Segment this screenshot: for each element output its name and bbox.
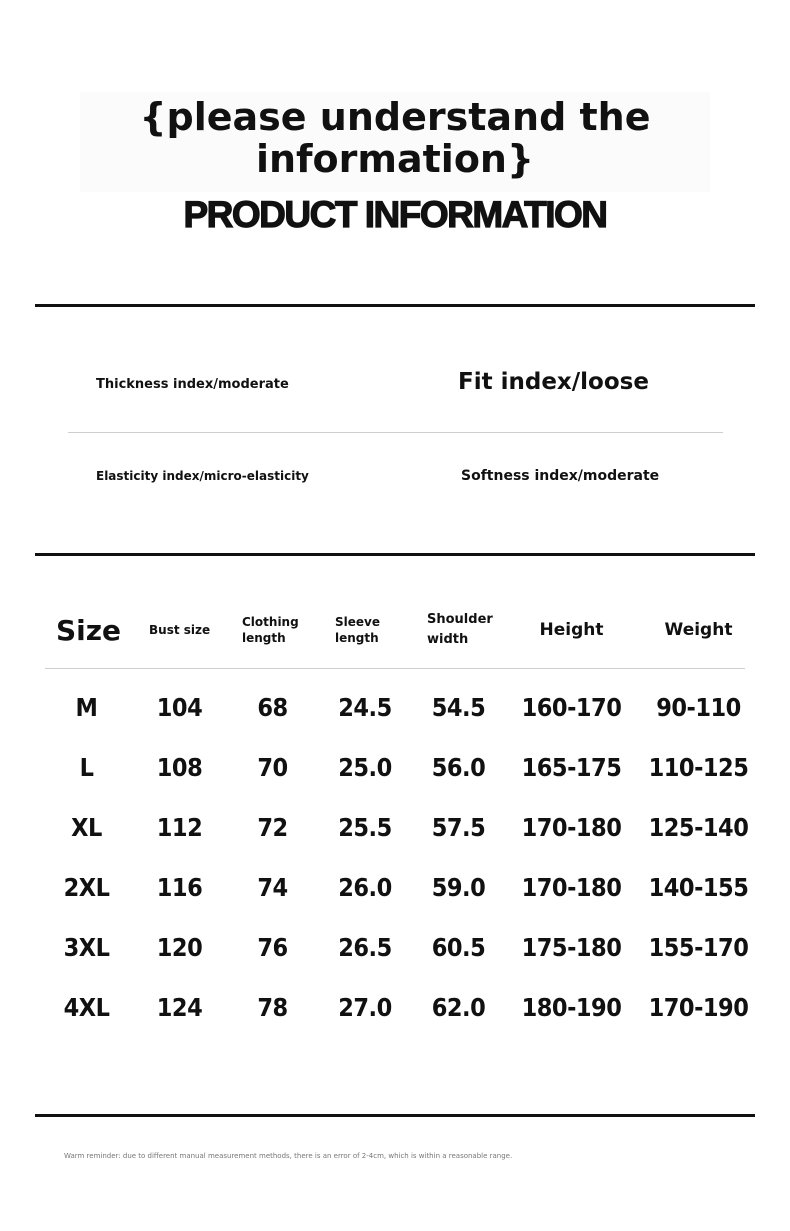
cell-height: 175-180 (521, 932, 622, 962)
cell-weight: 140-155 (648, 872, 749, 902)
cell-shoulder-width: 57.5 (431, 812, 486, 842)
divider-middle (35, 553, 755, 556)
header-weight: Weight (664, 620, 733, 640)
subtitle-line-1: {please understand the (139, 95, 651, 139)
table-row (40, 677, 760, 737)
attr-softness: Softness index/moderate (461, 468, 660, 484)
cell-clothing-length: 78 (257, 992, 288, 1022)
cell-clothing-length: 68 (257, 692, 288, 722)
divider-bottom (35, 1114, 755, 1117)
cell-sleeve-length: 26.0 (338, 872, 392, 902)
cell-bust: 108 (156, 752, 203, 782)
cell-sleeve-length: 25.5 (338, 812, 392, 842)
cell-shoulder-width: 59.0 (431, 872, 486, 902)
cell-height: 165-175 (521, 752, 622, 782)
cell-size: 2XL (63, 872, 110, 902)
cell-shoulder-width: 62.0 (431, 992, 486, 1022)
cell-shoulder-width: 56.0 (431, 752, 486, 782)
cell-height: 160-170 (521, 692, 622, 722)
page-title: PRODUCT INFORMATION (183, 194, 607, 235)
cell-bust: 116 (156, 872, 203, 902)
header-clothing-length (226, 600, 319, 660)
header-bust: Bust size (149, 623, 211, 637)
cell-clothing-length: 72 (257, 812, 288, 842)
header-clothing-line-2: length (242, 631, 286, 645)
cell-bust: 120 (156, 932, 203, 962)
table-row (40, 857, 760, 917)
cell-bust: 112 (156, 812, 203, 842)
divider-top (35, 304, 755, 307)
cell-bust: 124 (156, 992, 203, 1022)
cell-sleeve-length: 27.0 (338, 992, 392, 1022)
table-row (40, 737, 760, 797)
header-sleeve-line-1: Sleeve (335, 615, 380, 629)
cell-weight: 110-125 (648, 752, 749, 782)
cell-size: M (75, 692, 98, 722)
cell-sleeve-length: 24.5 (338, 692, 392, 722)
cell-size: 4XL (63, 992, 110, 1022)
size-table-header (40, 600, 760, 660)
header-sleeve-line-2: length (335, 631, 379, 645)
header-clothing-line-1: Clothing (242, 615, 299, 629)
attr-fit: Fit index/loose (458, 369, 649, 395)
header-sleeve-length (319, 600, 411, 660)
cell-sleeve-length: 26.5 (338, 932, 392, 962)
cell-shoulder-width: 54.5 (431, 692, 486, 722)
header-size: Size (56, 613, 122, 647)
cell-clothing-length: 74 (257, 872, 288, 902)
size-table (40, 600, 760, 1037)
measurement-note: Warm reminder: due to different manual measurement methods, there is an error of 2-4cm, which is within a reasonable range. (64, 1152, 513, 1160)
cell-shoulder-width: 60.5 (431, 932, 486, 962)
divider-attributes (68, 432, 723, 433)
cell-size: XL (71, 812, 102, 842)
table-row (40, 797, 760, 857)
cell-clothing-length: 70 (257, 752, 288, 782)
cell-sleeve-length: 25.0 (338, 752, 392, 782)
cell-weight: 170-190 (648, 992, 749, 1022)
cell-size: 3XL (63, 932, 110, 962)
table-row (40, 917, 760, 977)
cell-weight: 90-110 (656, 692, 741, 722)
cell-weight: 125-140 (648, 812, 749, 842)
attr-elasticity: Elasticity index/micro-elasticity (96, 469, 309, 483)
cell-height: 180-190 (521, 992, 622, 1022)
subtitle-line-2: information} (255, 137, 535, 181)
cell-height: 170-180 (521, 812, 622, 842)
header-divider (45, 668, 745, 669)
header-separator (40, 660, 760, 677)
header-height: Height (539, 620, 604, 640)
header-shoulder-line-2: width (427, 632, 469, 647)
cell-bust: 104 (156, 692, 203, 722)
cell-weight: 155-170 (648, 932, 749, 962)
header-shoulder-line-1: Shoulder (427, 612, 493, 627)
cell-clothing-length: 76 (257, 932, 288, 962)
header-shoulder-width (411, 600, 506, 660)
table-row (40, 977, 760, 1037)
attr-thickness: Thickness index/moderate (96, 377, 289, 392)
subtitle (80, 92, 710, 192)
cell-height: 170-180 (521, 872, 622, 902)
cell-size: L (79, 752, 94, 782)
size-table-body (40, 677, 760, 1037)
